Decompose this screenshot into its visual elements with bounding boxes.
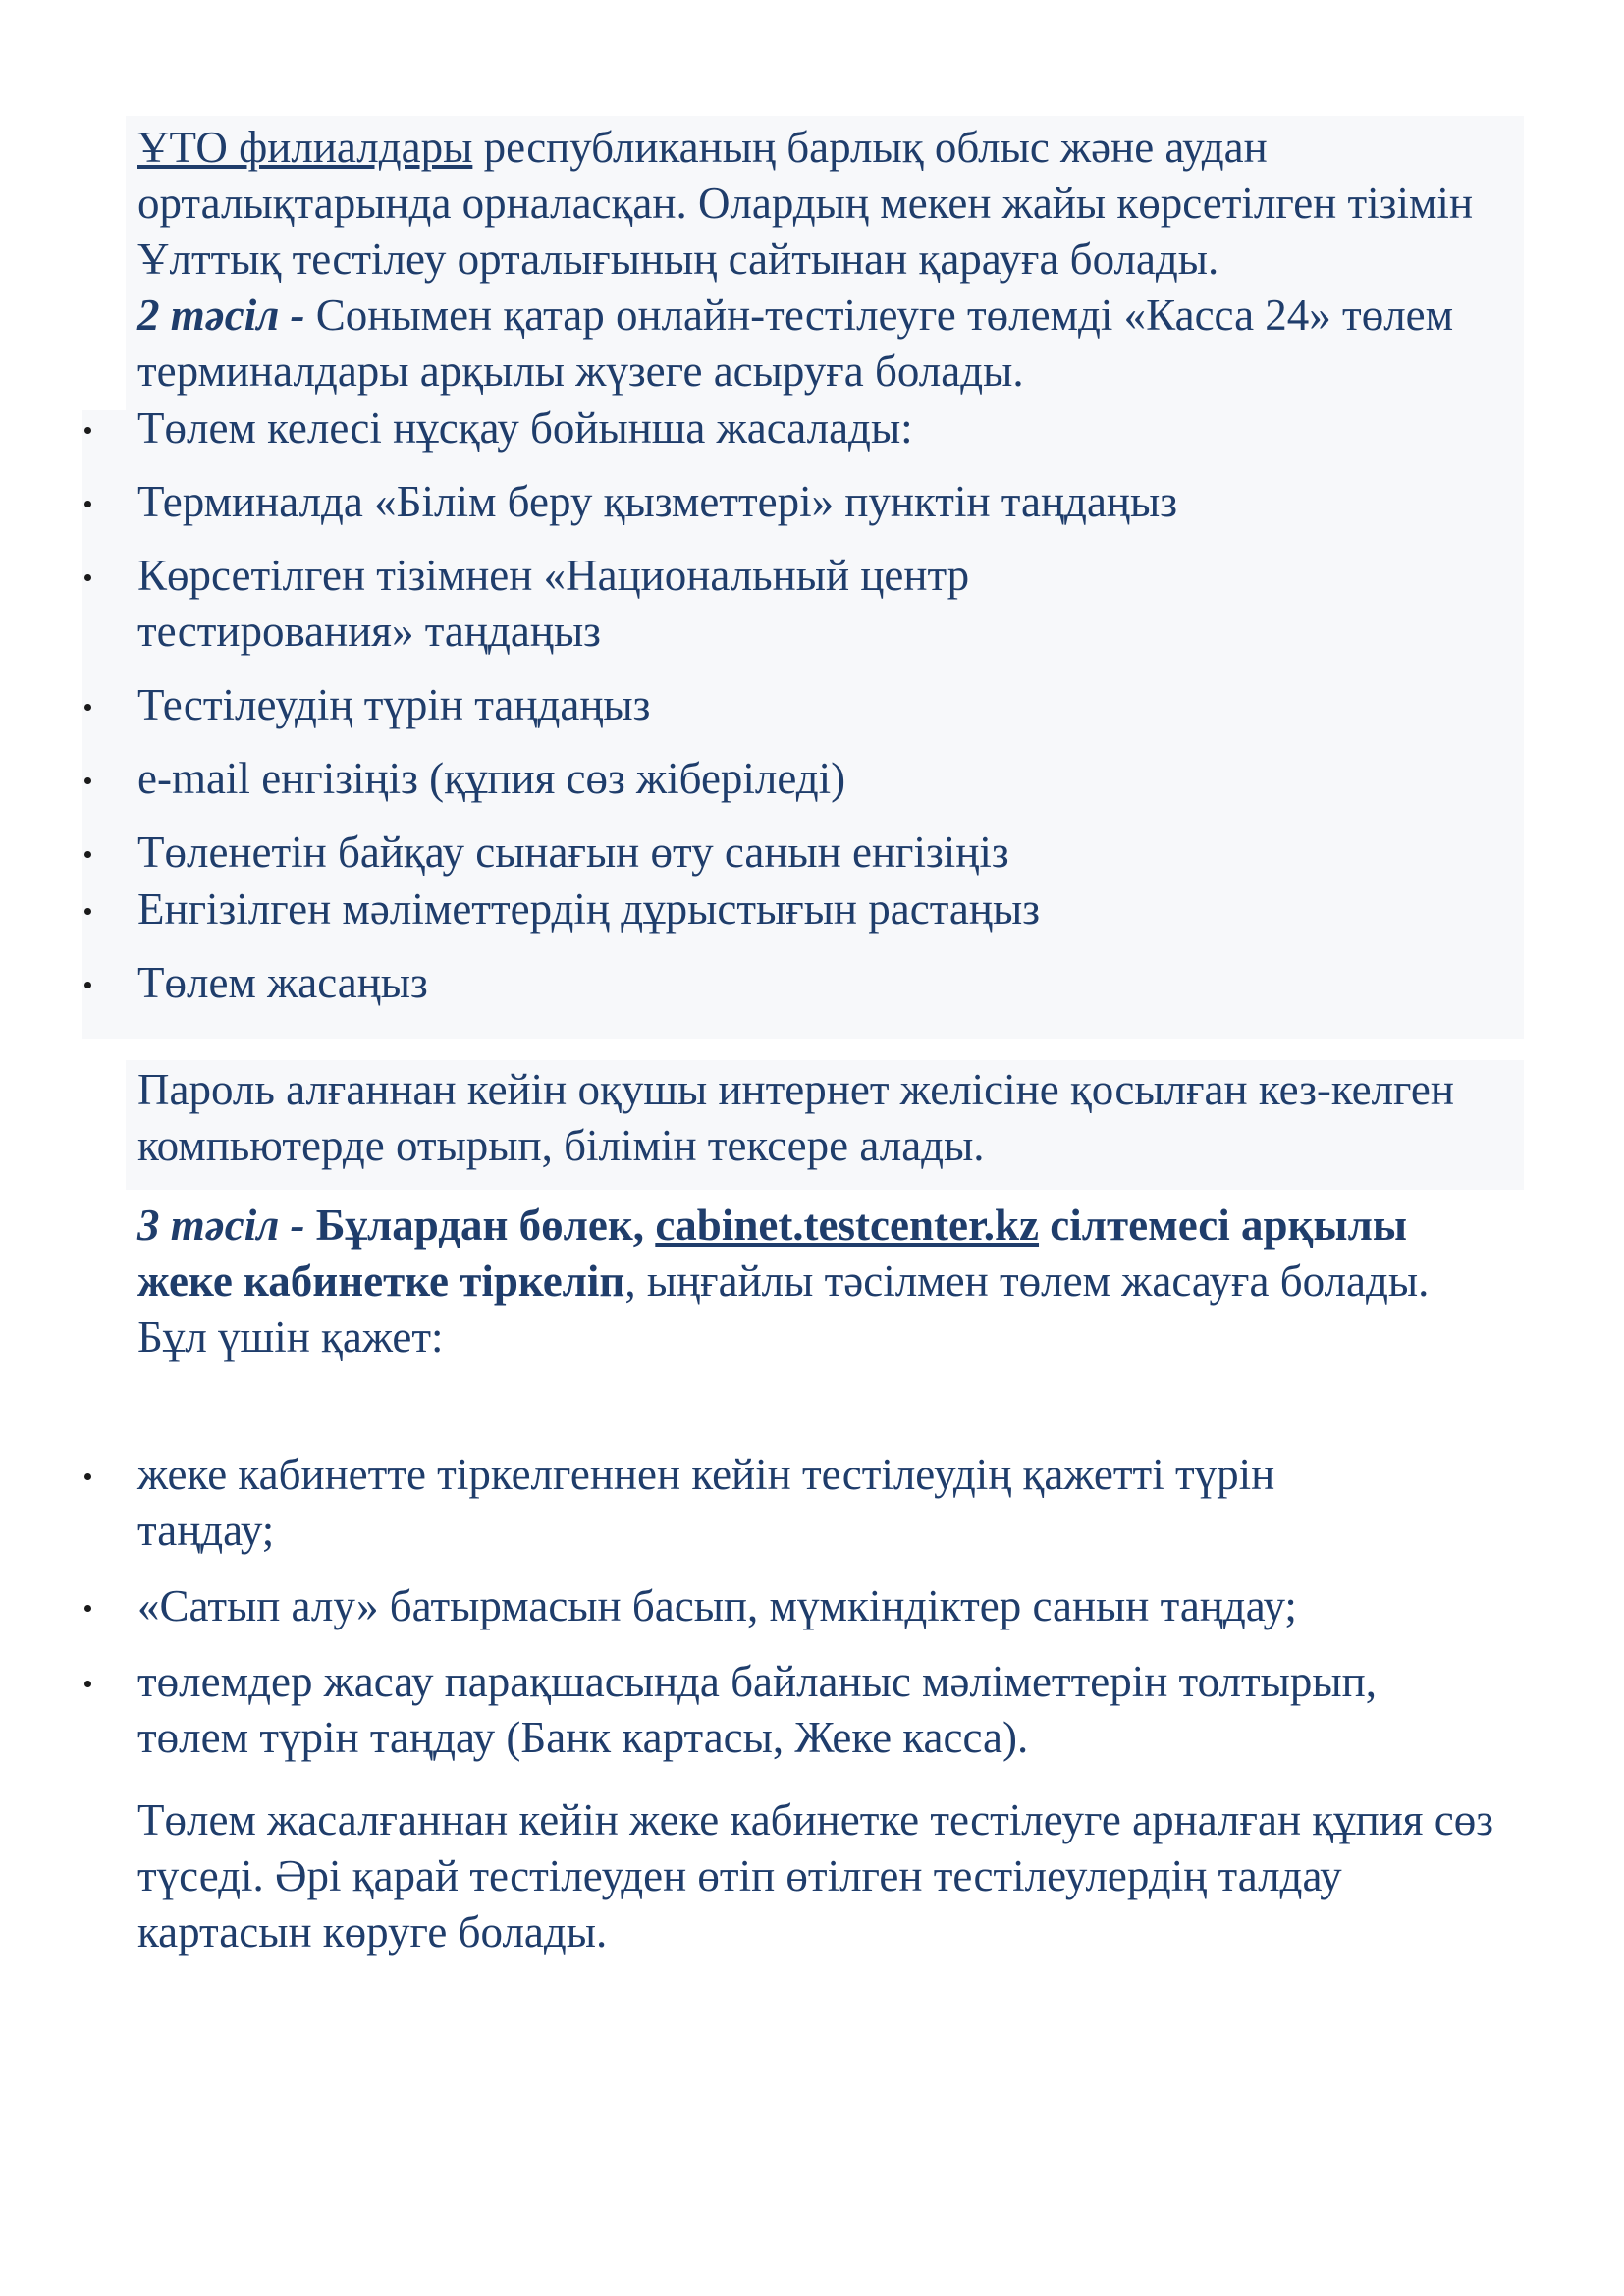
password-note: Пароль алғаннан кейін оқушы интернет желісіне қосылған кез-келген компьютерде отырып, білімін тексере алады. [137, 1065, 1454, 1170]
list-item-text: «Сатып алу» батырмасын басып, мүмкіндіктер санын таңдау; [137, 1581, 1297, 1630]
list-item [84, 400, 1528, 456]
list-item [84, 751, 1528, 807]
list-item [84, 1578, 1528, 1634]
bullet-icon [84, 851, 91, 858]
list-item-text: Көрсетілген тізімнен «Национальный центр тестирования» таңдаңыз [137, 551, 970, 656]
intro-paragraph [137, 120, 1522, 288]
bullet-icon [84, 574, 91, 581]
method3-block [137, 1198, 1443, 1365]
method2-text: Сонымен қатар онлайн-тестілеуге төлемді «Касса 24» төлем терминалдары арқылы жүзеге асыруға болады. [137, 291, 1454, 396]
bullet-icon [84, 1681, 91, 1687]
method3-label: 3 тәсіл - [137, 1201, 305, 1250]
list-item-text: Төлем жасаңыз [137, 958, 428, 1007]
bullet-icon [84, 1473, 91, 1480]
list-item-text: Төленетін байқау сынағын өту санын енгізіңіз [137, 828, 1009, 877]
list-item-text: Терминалда «Білім беру қызметтері» пунктін таңдаңыз [137, 477, 1178, 526]
list-item [84, 1447, 1528, 1559]
bullet-icon [84, 501, 91, 507]
list-item-text: Төлем келесі нұсқау бойынша жасалады: [137, 403, 913, 453]
bullet-icon [84, 982, 91, 988]
list-item-text: төлемдер жасау парақшасында байланыс мәліметтерін толтырып, төлем түрін таңдау (Банк картасы, Жеке касса). [137, 1657, 1377, 1762]
bullet-icon [84, 777, 91, 784]
method3-text-after: , ыңғайлы тәсілмен төлем жасауға болады. [624, 1256, 1430, 1306]
list-item [84, 474, 1528, 530]
method3-paragraph [137, 1198, 1443, 1309]
bullet-icon [84, 908, 91, 915]
list-item-text: Енгізілген мәліметтердің дұрыстығын растаңыз [137, 884, 1040, 934]
intro-block [137, 120, 1522, 400]
bullet-icon [84, 1605, 91, 1612]
password-note-block [137, 1062, 1512, 1174]
list-item [84, 548, 1528, 660]
bullet-icon [84, 427, 91, 434]
closing-block [137, 1792, 1512, 1960]
method2-label: 2 тәсіл - [137, 291, 305, 340]
branches-link[interactable]: ҰТО филиалдары [137, 123, 473, 172]
list-item [84, 955, 1528, 1011]
list-item [84, 825, 1528, 881]
cabinet-link[interactable]: cabinet.testcenter.kz [655, 1201, 1040, 1250]
bullet-icon [84, 704, 91, 711]
list-item [84, 1654, 1528, 1766]
method3-bold-before: Бұлардан бөлек, [304, 1201, 656, 1250]
method3-requirement: Бұл үшін қажет: [137, 1312, 444, 1362]
method2-paragraph [137, 288, 1522, 400]
closing-paragraph: Төлем жасалғаннан кейін жеке кабинетке тестілеуге арналған құпия сөз түседі. Әрі қарай тестілеуден өтіп өтілген тестілеулердің талдау картасын көруге болады. [137, 1795, 1494, 1956]
list-item-text: e-mail енгізіңіз (құпия сөз жіберіледі) [137, 754, 846, 803]
cabinet-steps-list [84, 1447, 1528, 1766]
method3-bold-after: сілтемесі арқылы жеке кабинетке тіркеліп [137, 1201, 1407, 1306]
list-item [84, 881, 1528, 937]
intro-text: республиканың барлық облыс және аудан орталықтарында орналасқан. Олардың мекен жайы көрсетілген тізімін Ұлттық тестілеу орталығының сайтынан қарауға болады. [137, 123, 1474, 284]
list-item-text: жеке кабинетте тіркелгеннен кейін тестілеудің қажетті түрін таңдау; [137, 1450, 1275, 1555]
list-item-text: Тестілеудің түрін таңдаңыз [137, 680, 651, 729]
list-item [84, 677, 1528, 733]
payment-steps-list [84, 400, 1528, 1011]
